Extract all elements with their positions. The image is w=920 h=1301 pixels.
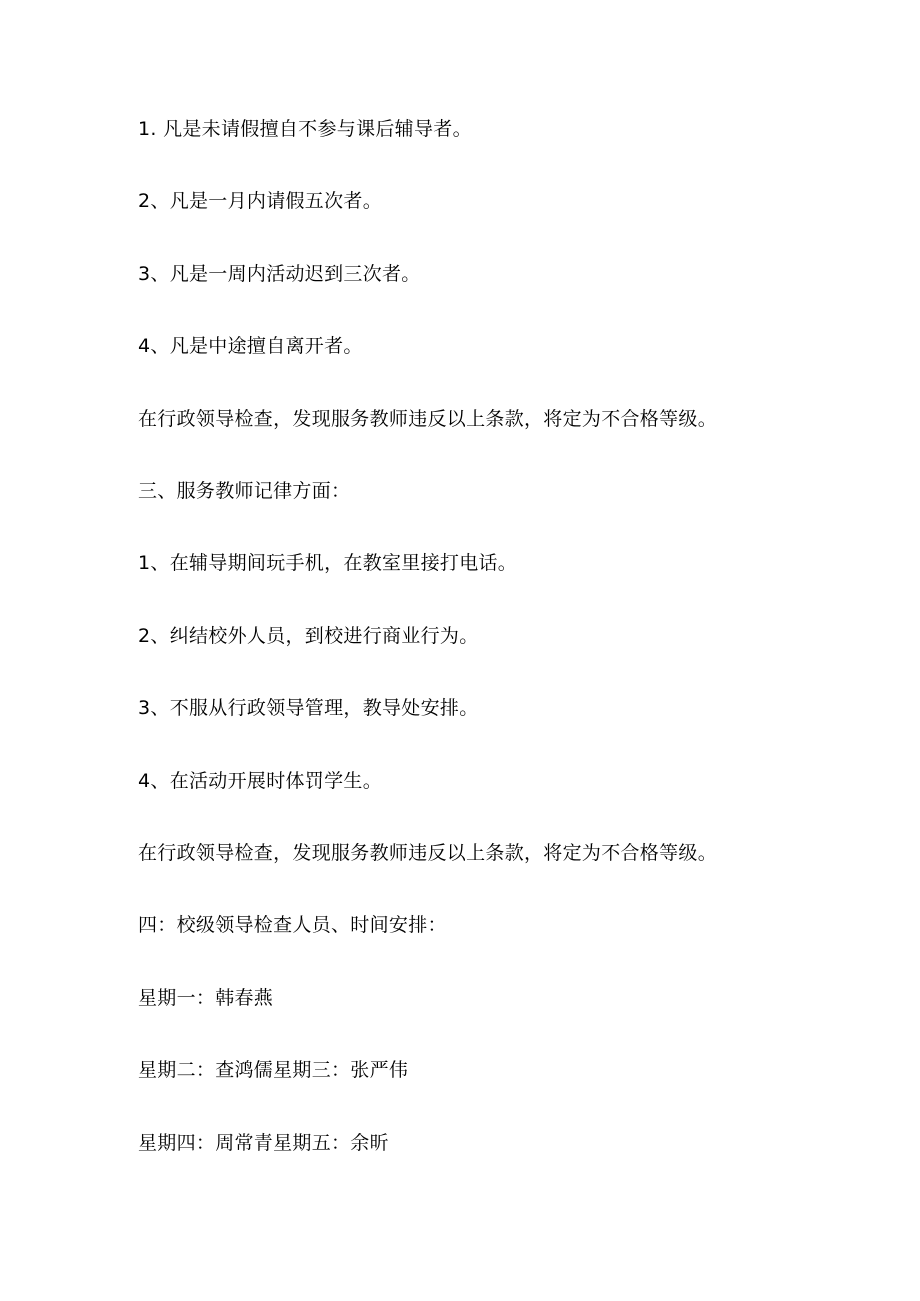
discipline-rule-4: 4、在活动开展时体罚学生。 (138, 770, 382, 792)
inspection-note-1: 在行政领导检查，发现服务教师违反以上条款，将定为不合格等级。 (138, 408, 718, 430)
discipline-rule-2: 2、纠结校外人员，到校进行商业行为。 (138, 625, 479, 647)
absence-rule-1: 1. 凡是未请假擅自不参与课后辅导者。 (138, 118, 472, 140)
absence-rule-3: 3、凡是一周内活动迟到三次者。 (138, 263, 421, 285)
schedule-thursday-friday: 星期四：周常青星期五：余昕 (138, 1132, 389, 1154)
discipline-rule-1: 1、在辅导期间玩手机，在教室里接打电话。 (138, 552, 518, 574)
absence-rule-4: 4、凡是中途擅自离开者。 (138, 335, 363, 357)
schedule-monday: 星期一：韩春燕 (138, 987, 274, 1009)
absence-rule-2: 2、凡是一月内请假五次者。 (138, 190, 382, 212)
discipline-rule-3: 3、不服从行政领导管理，教导处安排。 (138, 697, 479, 719)
section-heading-discipline: 三、服务教师记律方面： (138, 480, 351, 502)
section-heading-schedule: 四：校级领导检查人员、时间安排： (138, 914, 447, 936)
schedule-tuesday-wednesday: 星期二：查鸿儒星期三：张严伟 (138, 1059, 409, 1081)
inspection-note-2: 在行政领导检查，发现服务教师违反以上条款，将定为不合格等级。 (138, 842, 718, 864)
